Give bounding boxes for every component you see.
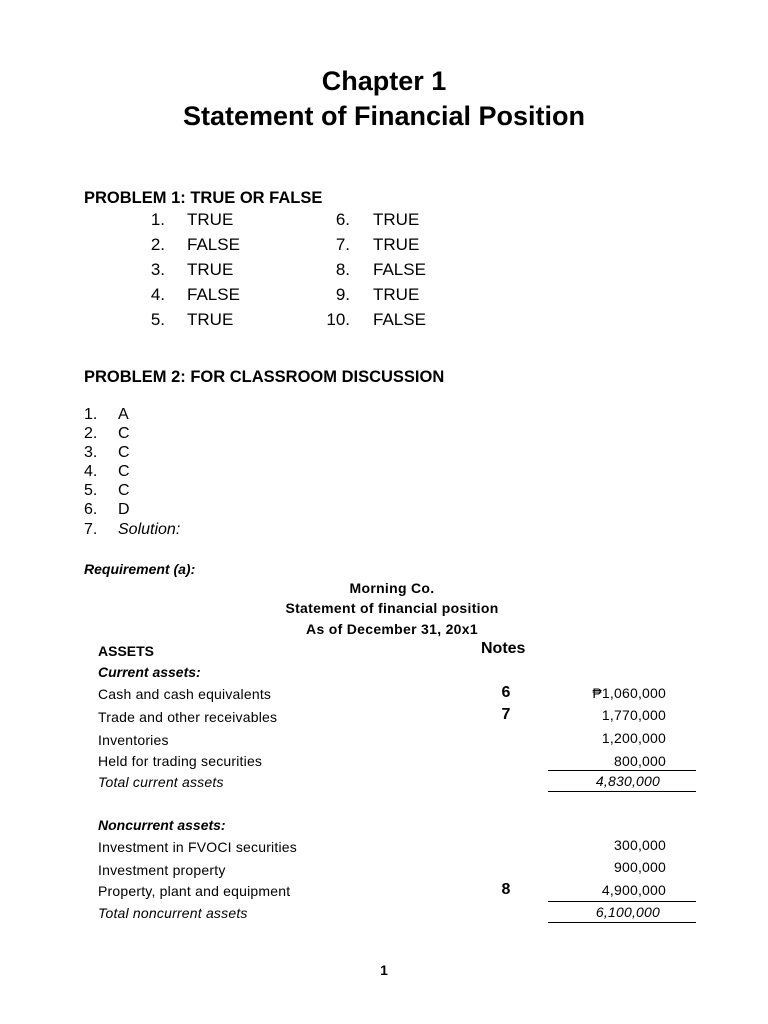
tf-item-answer: FALSE xyxy=(373,260,426,279)
page-number: 1 xyxy=(380,962,388,978)
tf-item-answer: FALSE xyxy=(373,310,426,329)
mc-item-answer: Solution: xyxy=(118,521,181,538)
line-item-amount: 800,000 xyxy=(613,753,666,769)
line-item-label: Held for trading securities xyxy=(98,753,263,769)
line-item-label: Inventories xyxy=(98,732,169,748)
subtotal-rule xyxy=(548,770,696,771)
mc-item-number: 5. xyxy=(84,482,98,499)
mc-item-answer: C xyxy=(118,425,130,442)
line-item-label: Cash and cash equivalents xyxy=(98,686,272,702)
tf-item-answer: TRUE xyxy=(187,310,234,329)
total-rule xyxy=(548,791,696,792)
tf-item-number: 7. xyxy=(335,235,350,254)
statement-date: As of December 31, 20x1 xyxy=(306,621,478,637)
note-reference: 6 xyxy=(501,684,511,701)
noncurrent-assets-label: Noncurrent assets: xyxy=(98,817,226,833)
mc-item-answer: C xyxy=(118,463,130,480)
mc-item-number: 3. xyxy=(84,444,98,461)
company-name: Morning Co. xyxy=(349,580,435,596)
mc-item-number: 6. xyxy=(84,501,98,518)
line-item-amount: 900,000 xyxy=(613,859,666,875)
line-item-amount: 1,200,000 xyxy=(601,730,666,746)
tf-item-answer: TRUE xyxy=(187,260,234,279)
tf-item-answer: TRUE xyxy=(187,210,234,229)
mc-item-number: 4. xyxy=(84,463,98,480)
problem-2-heading: PROBLEM 2: FOR CLASSROOM DISCUSSION xyxy=(84,368,445,386)
mc-item-answer: C xyxy=(118,482,130,499)
line-item-label: Investment property xyxy=(98,862,226,878)
total-noncurrent-assets-label: Total noncurrent assets xyxy=(98,905,248,921)
line-item-label: Investment in FVOCI securities xyxy=(98,839,297,855)
line-item-amount: 1,770,000 xyxy=(601,707,666,723)
requirement-label: Requirement (a): xyxy=(84,561,196,577)
mc-item-answer: C xyxy=(118,444,130,461)
mc-item-number: 7. xyxy=(84,521,98,538)
chapter-title: Chapter 1 xyxy=(321,66,447,96)
tf-item-answer: TRUE xyxy=(373,235,420,254)
assets-label: ASSETS xyxy=(98,643,155,659)
tf-item-number: 2. xyxy=(150,235,165,254)
tf-item-answer: FALSE xyxy=(187,285,240,304)
line-item-amount: 300,000 xyxy=(613,837,666,853)
line-item-label: Property, plant and equipment xyxy=(98,883,291,899)
note-reference: 8 xyxy=(501,881,511,898)
tf-item-number: 3. xyxy=(150,260,165,279)
problem-1-heading: PROBLEM 1: TRUE OR FALSE xyxy=(84,189,323,207)
mc-item-number: 1. xyxy=(84,406,98,423)
tf-item-answer: TRUE xyxy=(373,210,420,229)
note-reference: 7 xyxy=(501,706,511,723)
tf-item-number: 5. xyxy=(150,310,165,329)
tf-item-answer: FALSE xyxy=(187,235,240,254)
mc-item-answer: A xyxy=(118,406,129,423)
tf-item-answer: TRUE xyxy=(373,285,420,304)
mc-item-number: 2. xyxy=(84,425,98,442)
total-noncurrent-assets-amount: 6,100,000 xyxy=(595,904,660,920)
tf-item-number: 8. xyxy=(335,260,350,279)
notes-header: Notes xyxy=(481,640,526,657)
total-rule xyxy=(548,922,696,923)
tf-item-number: 10. xyxy=(326,310,350,329)
line-item-amount: ₱1,060,000 xyxy=(592,685,666,701)
line-item-label: Trade and other receivables xyxy=(98,709,278,725)
page-heading: Statement of Financial Position xyxy=(182,101,586,131)
tf-item-number: 9. xyxy=(335,285,350,304)
tf-item-number: 1. xyxy=(150,210,165,229)
line-item-amount: 4,900,000 xyxy=(601,882,666,898)
subtotal-rule xyxy=(548,901,696,902)
total-current-assets-label: Total current assets xyxy=(98,774,224,790)
current-assets-label: Current assets: xyxy=(98,664,201,680)
tf-item-number: 4. xyxy=(150,285,165,304)
mc-item-answer: D xyxy=(118,501,130,518)
tf-item-number: 6. xyxy=(335,210,350,229)
total-current-assets-amount: 4,830,000 xyxy=(595,773,660,789)
statement-title: Statement of financial position xyxy=(285,600,499,616)
